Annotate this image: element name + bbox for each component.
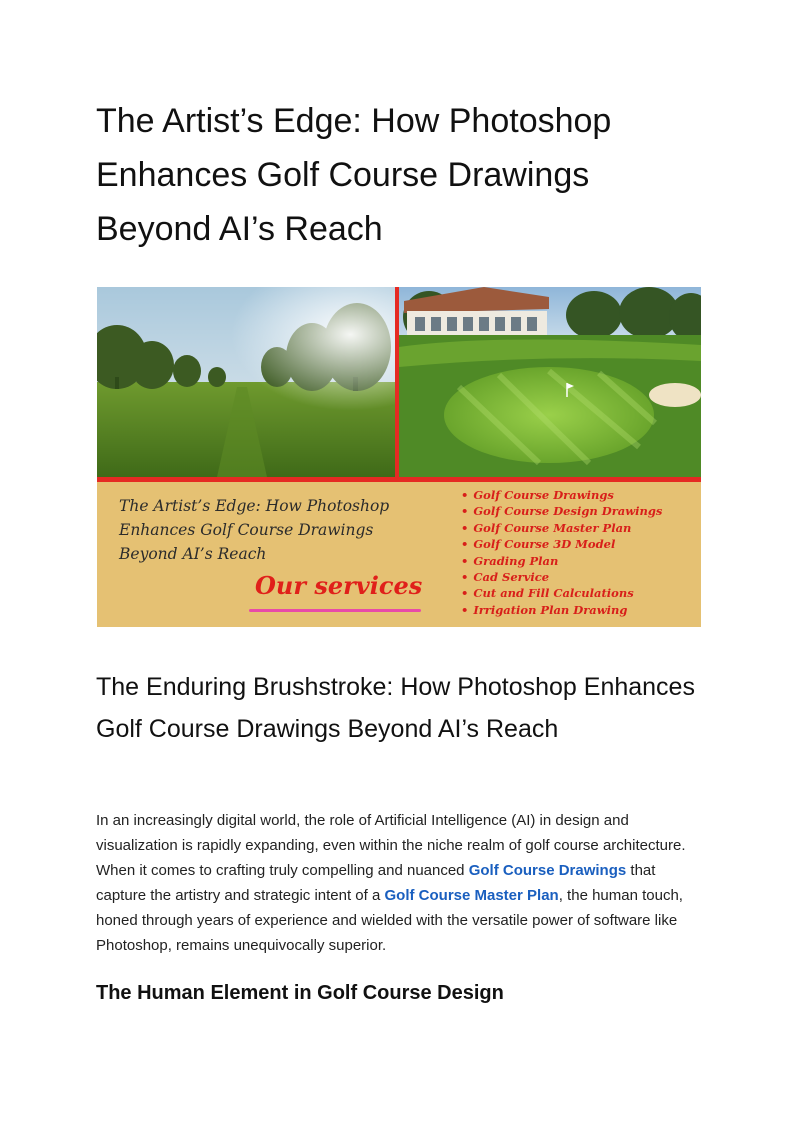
- golf-course-drawings-link[interactable]: Golf Course Drawings: [468, 862, 627, 879]
- golf-course-master-plan-link[interactable]: Golf Course Master Plan: [384, 887, 559, 904]
- section-heading: The Enduring Brushstroke: How Photoshop Enhances Golf Course Drawings Beyond AI’s Reach: [96, 673, 695, 743]
- service-item: • Golf Course Master Plan: [461, 520, 632, 535]
- services-list: [461, 487, 662, 618]
- bullet-icon: •: [461, 488, 469, 502]
- hero-banner: [97, 287, 701, 627]
- bullet-icon: •: [461, 537, 469, 552]
- bullet-icon: •: [461, 570, 469, 585]
- our-services-underline: [249, 609, 421, 612]
- service-item: • Grading Plan: [461, 553, 559, 568]
- golf-clubhouse-green-photo: [399, 287, 701, 482]
- bullet-icon: •: [461, 504, 469, 519]
- service-item: • Irrigation Plan Drawing: [461, 602, 628, 617]
- our-services-heading: Our services: [255, 571, 423, 600]
- intro-paragraph: In an increasingly digital world, the role of Artificial Intelligence (AI) in design and visualization is rapidly expanding, even within the niche realm of golf course architecture. When it comes to crafting truly compelling and nuanced Golf Course Drawings that capture the artistry and strategic intent of a Golf Course Master Plan, the human touch, honed through years of experience and wielded with the versatile power of software like Photoshop, remains unequivocally superior.: [96, 812, 686, 954]
- subheading: The Human Element in Golf Course Design: [96, 982, 504, 1004]
- banner-caption: The Artist’s Edge: How Photoshop Enhances Golf Course Drawings Beyond AI’s Reach: [119, 497, 390, 563]
- bullet-icon: •: [461, 602, 469, 617]
- golf-fairway-photo: [97, 287, 399, 482]
- page-title: The Artist’s Edge: How Photoshop Enhances Golf Course Drawings Beyond AI’s Reach: [96, 102, 612, 248]
- service-item: • Golf Course 3D Model: [461, 537, 616, 552]
- bullet-icon: •: [461, 586, 469, 601]
- service-item: • Cut and Fill Calculations: [461, 586, 634, 601]
- service-item: • Golf Course Drawings: [461, 488, 614, 502]
- service-item: • Golf Course Design Drawings: [461, 504, 663, 519]
- bullet-icon: •: [461, 553, 469, 568]
- service-item: • Cad Service: [461, 570, 550, 585]
- bullet-icon: •: [461, 520, 469, 535]
